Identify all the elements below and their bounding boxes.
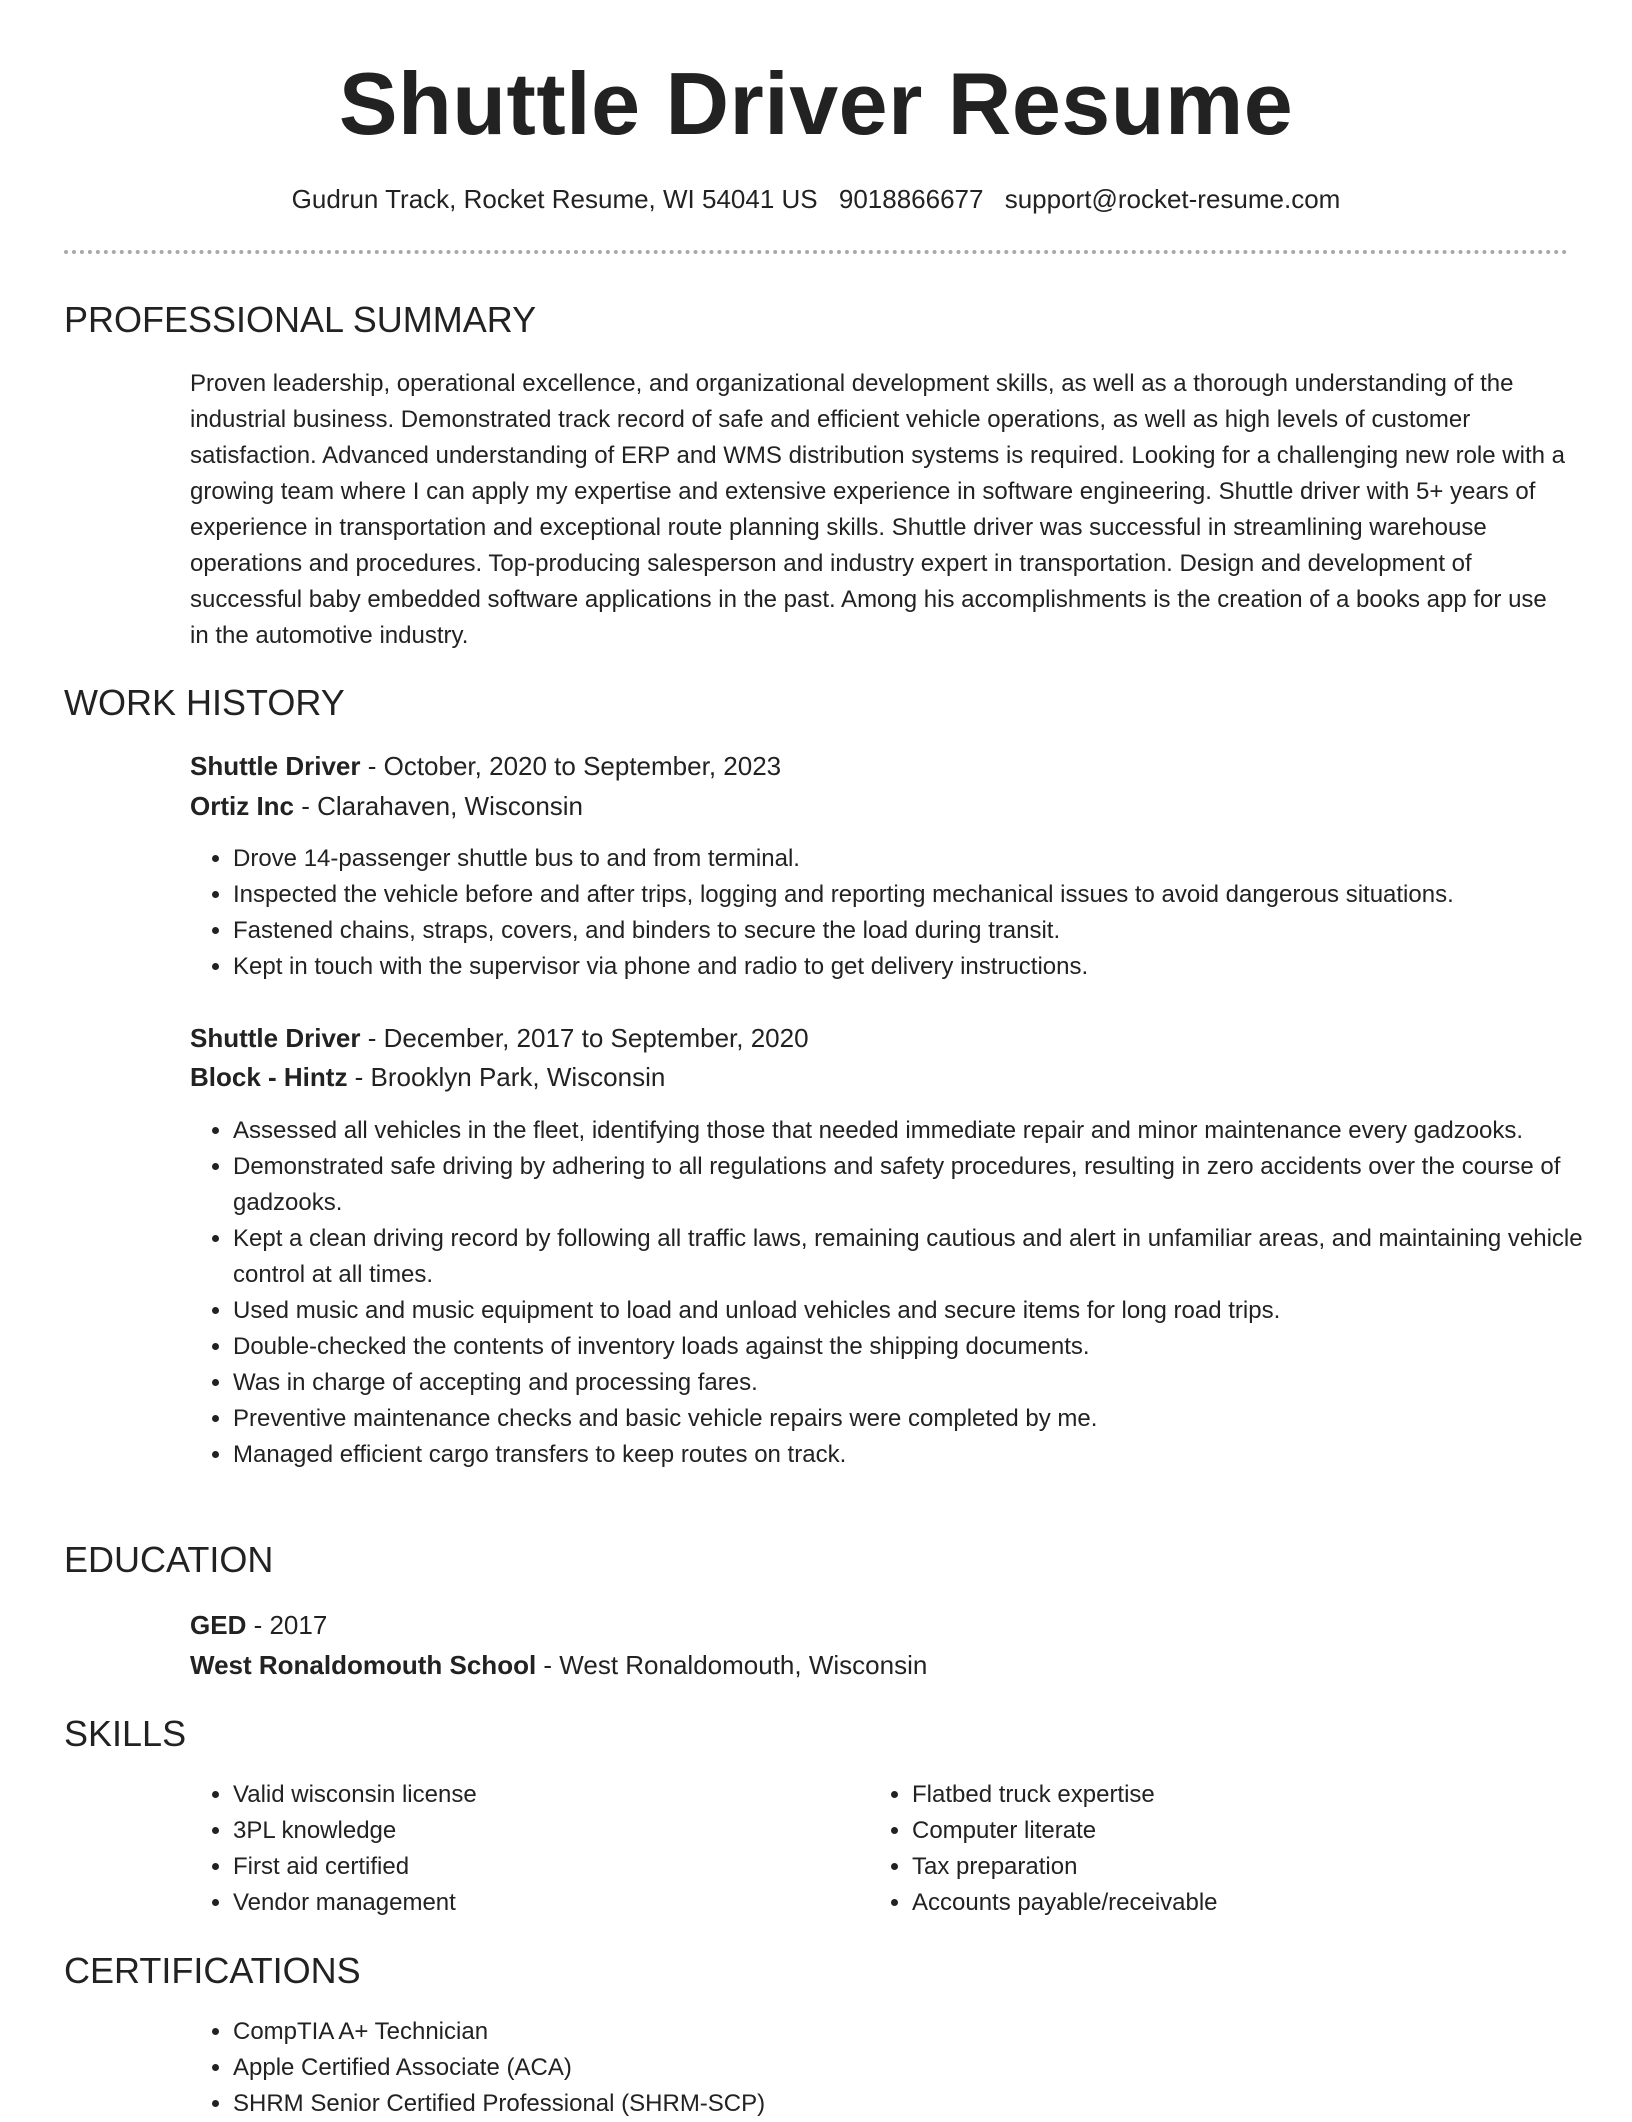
list-item: • Managed efficient cargo transfers to keep routes on track.	[233, 1437, 1613, 1473]
section-title-education: EDUCATION	[64, 1539, 274, 1580]
list-item: • Kept a clean driving record by following all traffic laws, remaining cautious and alert in unfamiliar areas, and maintaining vehicle control at all times.	[233, 1221, 1613, 1293]
job-2-position: Shuttle Driver	[190, 1023, 361, 1053]
list-item: • Demonstrated safe driving by adhering to all regulations and safety procedures, resulting in zero accidents over the course of gadzooks.	[233, 1149, 1613, 1221]
list-item: • Fastened chains, straps, covers, and binders to secure the load during transit.	[233, 913, 1613, 949]
list-item: • Valid wisconsin license	[233, 1777, 873, 1813]
job-2-company: Block - Hintz	[190, 1062, 348, 1092]
job-1-dates: - October, 2020 to September, 2023	[360, 751, 782, 781]
contact-address: Gudrun Track, Rocket Resume, WI 54041 US	[291, 184, 818, 214]
list-item: • Was in charge of accepting and processing fares.	[233, 1365, 1613, 1401]
list-item: • Computer literate	[912, 1813, 1592, 1849]
contact-phone: 9018866677	[838, 184, 984, 214]
education-year: - 2017	[246, 1610, 328, 1640]
header-divider	[64, 250, 1568, 254]
education-location: - West Ronaldomouth, Wisconsin	[536, 1650, 928, 1680]
job-1-company: Ortiz Inc	[190, 791, 295, 821]
certifications-list	[190, 2014, 1613, 2122]
list-item: • CompTIA A+ Technician	[233, 2014, 1613, 2050]
contact-line	[0, 182, 1632, 216]
list-item: • Vendor management	[233, 1885, 873, 1921]
section-title-summary: PROFESSIONAL SUMMARY	[64, 299, 537, 340]
contact-email: support@rocket-resume.com	[1004, 184, 1341, 214]
education-degree-line	[190, 1607, 327, 1643]
section-title-certifications: CERTIFICATIONS	[64, 1950, 361, 1991]
education-school-line	[190, 1647, 927, 1683]
list-item: • Tax preparation	[912, 1849, 1592, 1885]
job-1-title-line	[190, 748, 781, 784]
list-item: • 3PL knowledge	[233, 1813, 873, 1849]
education-school: West Ronaldomouth School	[190, 1650, 537, 1680]
skills-list-right	[869, 1777, 1592, 1921]
list-item: • Flatbed truck expertise	[912, 1777, 1592, 1813]
job-1-bullets	[190, 841, 1613, 985]
list-item: • Drove 14-passenger shuttle bus to and from terminal.	[233, 841, 1613, 877]
section-title-work-history: WORK HISTORY	[64, 682, 345, 723]
job-2-company-line	[190, 1059, 665, 1095]
job-1-company-line	[190, 788, 583, 824]
job-1-location: - Clarahaven, Wisconsin	[294, 791, 584, 821]
list-item: • Double-checked the contents of inventory loads against the shipping documents.	[233, 1329, 1613, 1365]
list-item: • Inspected the vehicle before and after trips, logging and reporting mechanical issues to avoid dangerous situations.	[233, 877, 1613, 913]
list-item: • Assessed all vehicles in the fleet, identifying those that needed immediate repair and minor maintenance every gadzooks.	[233, 1113, 1613, 1149]
list-item: • SHRM Senior Certified Professional (SHRM-SCP)	[233, 2086, 1613, 2122]
job-2-title-line	[190, 1020, 809, 1056]
list-item: • Used music and music equipment to load and unload vehicles and secure items for long road trips.	[233, 1293, 1613, 1329]
list-item: • Kept in touch with the supervisor via phone and radio to get delivery instructions.	[233, 949, 1613, 985]
skills-list-left	[190, 1777, 873, 1921]
summary-text: Proven leadership, operational excellence, and organizational development skills, as well as a thorough understanding of the industrial business. Demonstrated track record of safe and efficient vehicle operations, as well as high levels of customer satisfaction. Advanced understanding of ERP and WMS distribution systems is required. Looking for a challenging new role with a growing team where I can apply my expertise and extensive experience in software engineering. Shuttle driver with 5+ years of experience in transportation and exceptional route planning skills. Shuttle driver was successful in streamlining warehouse operations and procedures. Top-producing salesperson and industry expert in transportation. Design and development of successful baby embedded software applications in the past. Among his accomplishments is the creation of a books app for use in the automotive industry.	[190, 370, 1565, 649]
section-title-skills: SKILLS	[64, 1713, 187, 1754]
list-item: • Apple Certified Associate (ACA)	[233, 2050, 1613, 2086]
job-2-location: - Brooklyn Park, Wisconsin	[347, 1062, 666, 1092]
list-item: • First aid certified	[233, 1849, 873, 1885]
job-2-bullets	[190, 1113, 1613, 1473]
resume-title: Shuttle Driver Resume	[338, 54, 1294, 153]
list-item: • Accounts payable/receivable	[912, 1885, 1592, 1921]
list-item: • Preventive maintenance checks and basic vehicle repairs were completed by me.	[233, 1401, 1613, 1437]
job-2-dates: - December, 2017 to September, 2020	[360, 1023, 809, 1053]
education-degree: GED	[190, 1610, 247, 1640]
job-1-position: Shuttle Driver	[190, 751, 361, 781]
